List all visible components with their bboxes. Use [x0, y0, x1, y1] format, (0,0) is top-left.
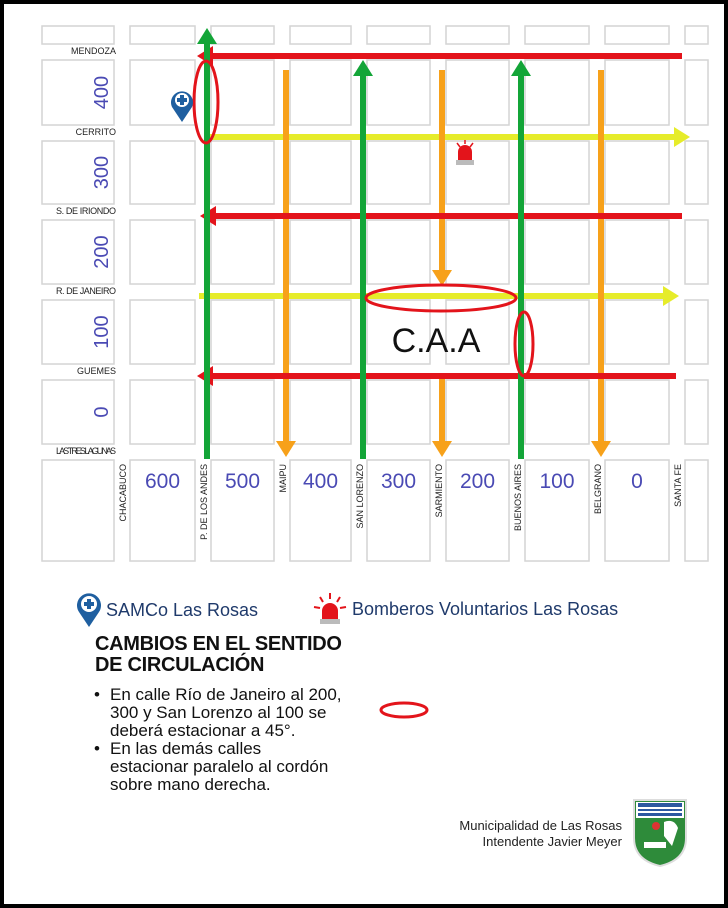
pin-cross [177, 98, 187, 102]
city-block [446, 60, 509, 125]
city-block [605, 380, 669, 444]
city-block [211, 60, 274, 125]
infographic [4, 4, 724, 904]
street-label: CERRITO [75, 127, 116, 137]
city-block [685, 460, 708, 561]
notice-title-line: DE CIRCULACIÓN [95, 654, 265, 676]
city-block [605, 141, 669, 204]
block-number: 200 [459, 470, 496, 493]
bullet-line: sobre mano derecha. [110, 775, 271, 794]
city-block [525, 60, 589, 125]
city-block [290, 300, 351, 364]
city-block [685, 26, 708, 44]
city-block [605, 300, 669, 364]
block-number: 400 [302, 470, 339, 493]
city-block [211, 220, 274, 284]
city-block [290, 380, 351, 444]
city-block [685, 141, 708, 204]
street-label: BUENOS AIRES [513, 464, 523, 532]
block-number: 500 [224, 470, 261, 493]
block-number: 400 [91, 75, 113, 110]
footer-line: Intendente Javier Meyer [482, 834, 622, 849]
block-number: 300 [91, 155, 113, 190]
notice-title [95, 634, 342, 676]
block-number: 0 [91, 406, 113, 418]
siren-dome [458, 145, 472, 160]
city-block [290, 26, 351, 44]
city-block [525, 380, 589, 444]
notice-bullets [92, 686, 342, 794]
city-block [130, 220, 195, 284]
footer-line: Municipalidad de Las Rosas [459, 818, 622, 833]
city-block [42, 26, 114, 44]
street-label: LAS TRES LAGUNAS [56, 446, 116, 456]
street-label: S. DE IRIONDO [56, 206, 116, 216]
city-block [290, 60, 351, 125]
city-block [367, 380, 430, 444]
city-block [367, 220, 430, 284]
southbound-arrow-head [591, 441, 611, 457]
bullet-line: • En las demás calles [110, 739, 262, 758]
block-number: 100 [539, 470, 575, 493]
city-block [446, 26, 509, 44]
street-label: R. DE JANEIRO [56, 286, 116, 296]
southbound-arrow-head [276, 441, 296, 457]
bullet-line: 300 y San Lorenzo al 100 se [110, 703, 327, 722]
legend-hospital-label: SAMCo Las Rosas [106, 599, 259, 620]
city-block [130, 141, 195, 204]
legend-firefighters-label: Bomberos Voluntarios Las Rosas [352, 598, 619, 619]
city-block [130, 26, 195, 44]
city-block [685, 380, 708, 444]
city-block [446, 380, 509, 444]
city-block [367, 26, 430, 44]
siren-icon [312, 592, 348, 626]
city-block [42, 460, 114, 561]
city-block [605, 60, 669, 125]
city-block [685, 220, 708, 284]
street-label: SARMIENTO [434, 464, 444, 518]
zone-label-caa: C.A.A [391, 322, 481, 360]
block-number: 100 [91, 315, 113, 349]
parking-45-ellipse-icon [378, 700, 430, 720]
street-label: SANTA FE [673, 464, 683, 507]
city-block [525, 220, 589, 284]
footer-credits [459, 818, 622, 850]
block-number: 0 [631, 470, 643, 493]
city-block [211, 300, 274, 364]
city-block [367, 60, 430, 125]
bullet-item [92, 740, 342, 794]
street-map [4, 4, 724, 574]
legend-firefighters [312, 592, 618, 626]
city-block [211, 141, 274, 204]
bullet-item [92, 686, 342, 740]
city-block [211, 380, 274, 444]
city-block [525, 26, 589, 44]
eastbound-arrow-head [663, 286, 679, 306]
city-block [446, 141, 509, 204]
city-block [130, 380, 195, 444]
hospital-pin-icon [76, 592, 102, 628]
city-block [525, 300, 589, 364]
city-block [290, 141, 351, 204]
city-block [685, 300, 708, 364]
street-label: P. DE LOS ANDES [199, 464, 209, 540]
municipal-shield-logo [632, 798, 688, 868]
bullet-line: deberá estacionar a 45°. [110, 721, 296, 740]
legend-hospital [76, 592, 258, 628]
bullet-line: estacionar paralelo al cordón [110, 757, 329, 776]
city-block [605, 220, 669, 284]
city-block [685, 60, 708, 125]
street-label: MENDOZA [71, 46, 116, 56]
notice-title-line: CAMBIOS EN EL SENTIDO [95, 633, 342, 655]
bullet-line: • En calle Río de Janeiro al 200, [110, 685, 342, 704]
street-label: MAIPU [278, 464, 288, 493]
city-block [446, 220, 509, 284]
street-label: GUEMES [76, 366, 116, 376]
street-label: BELGRANO [593, 464, 603, 515]
city-block [211, 26, 274, 44]
city-block [290, 220, 351, 284]
block-number: 600 [144, 470, 181, 493]
block-number: 300 [380, 470, 417, 493]
city-block [605, 26, 669, 44]
street-label: CHACABUCO [118, 464, 128, 522]
street-label: SAN LORENZO [355, 464, 365, 529]
city-block [525, 141, 589, 204]
siren-base [456, 160, 474, 165]
southbound-arrow-head [432, 441, 452, 457]
block-number: 200 [91, 235, 113, 269]
city-block [367, 141, 430, 204]
city-block [130, 300, 195, 364]
